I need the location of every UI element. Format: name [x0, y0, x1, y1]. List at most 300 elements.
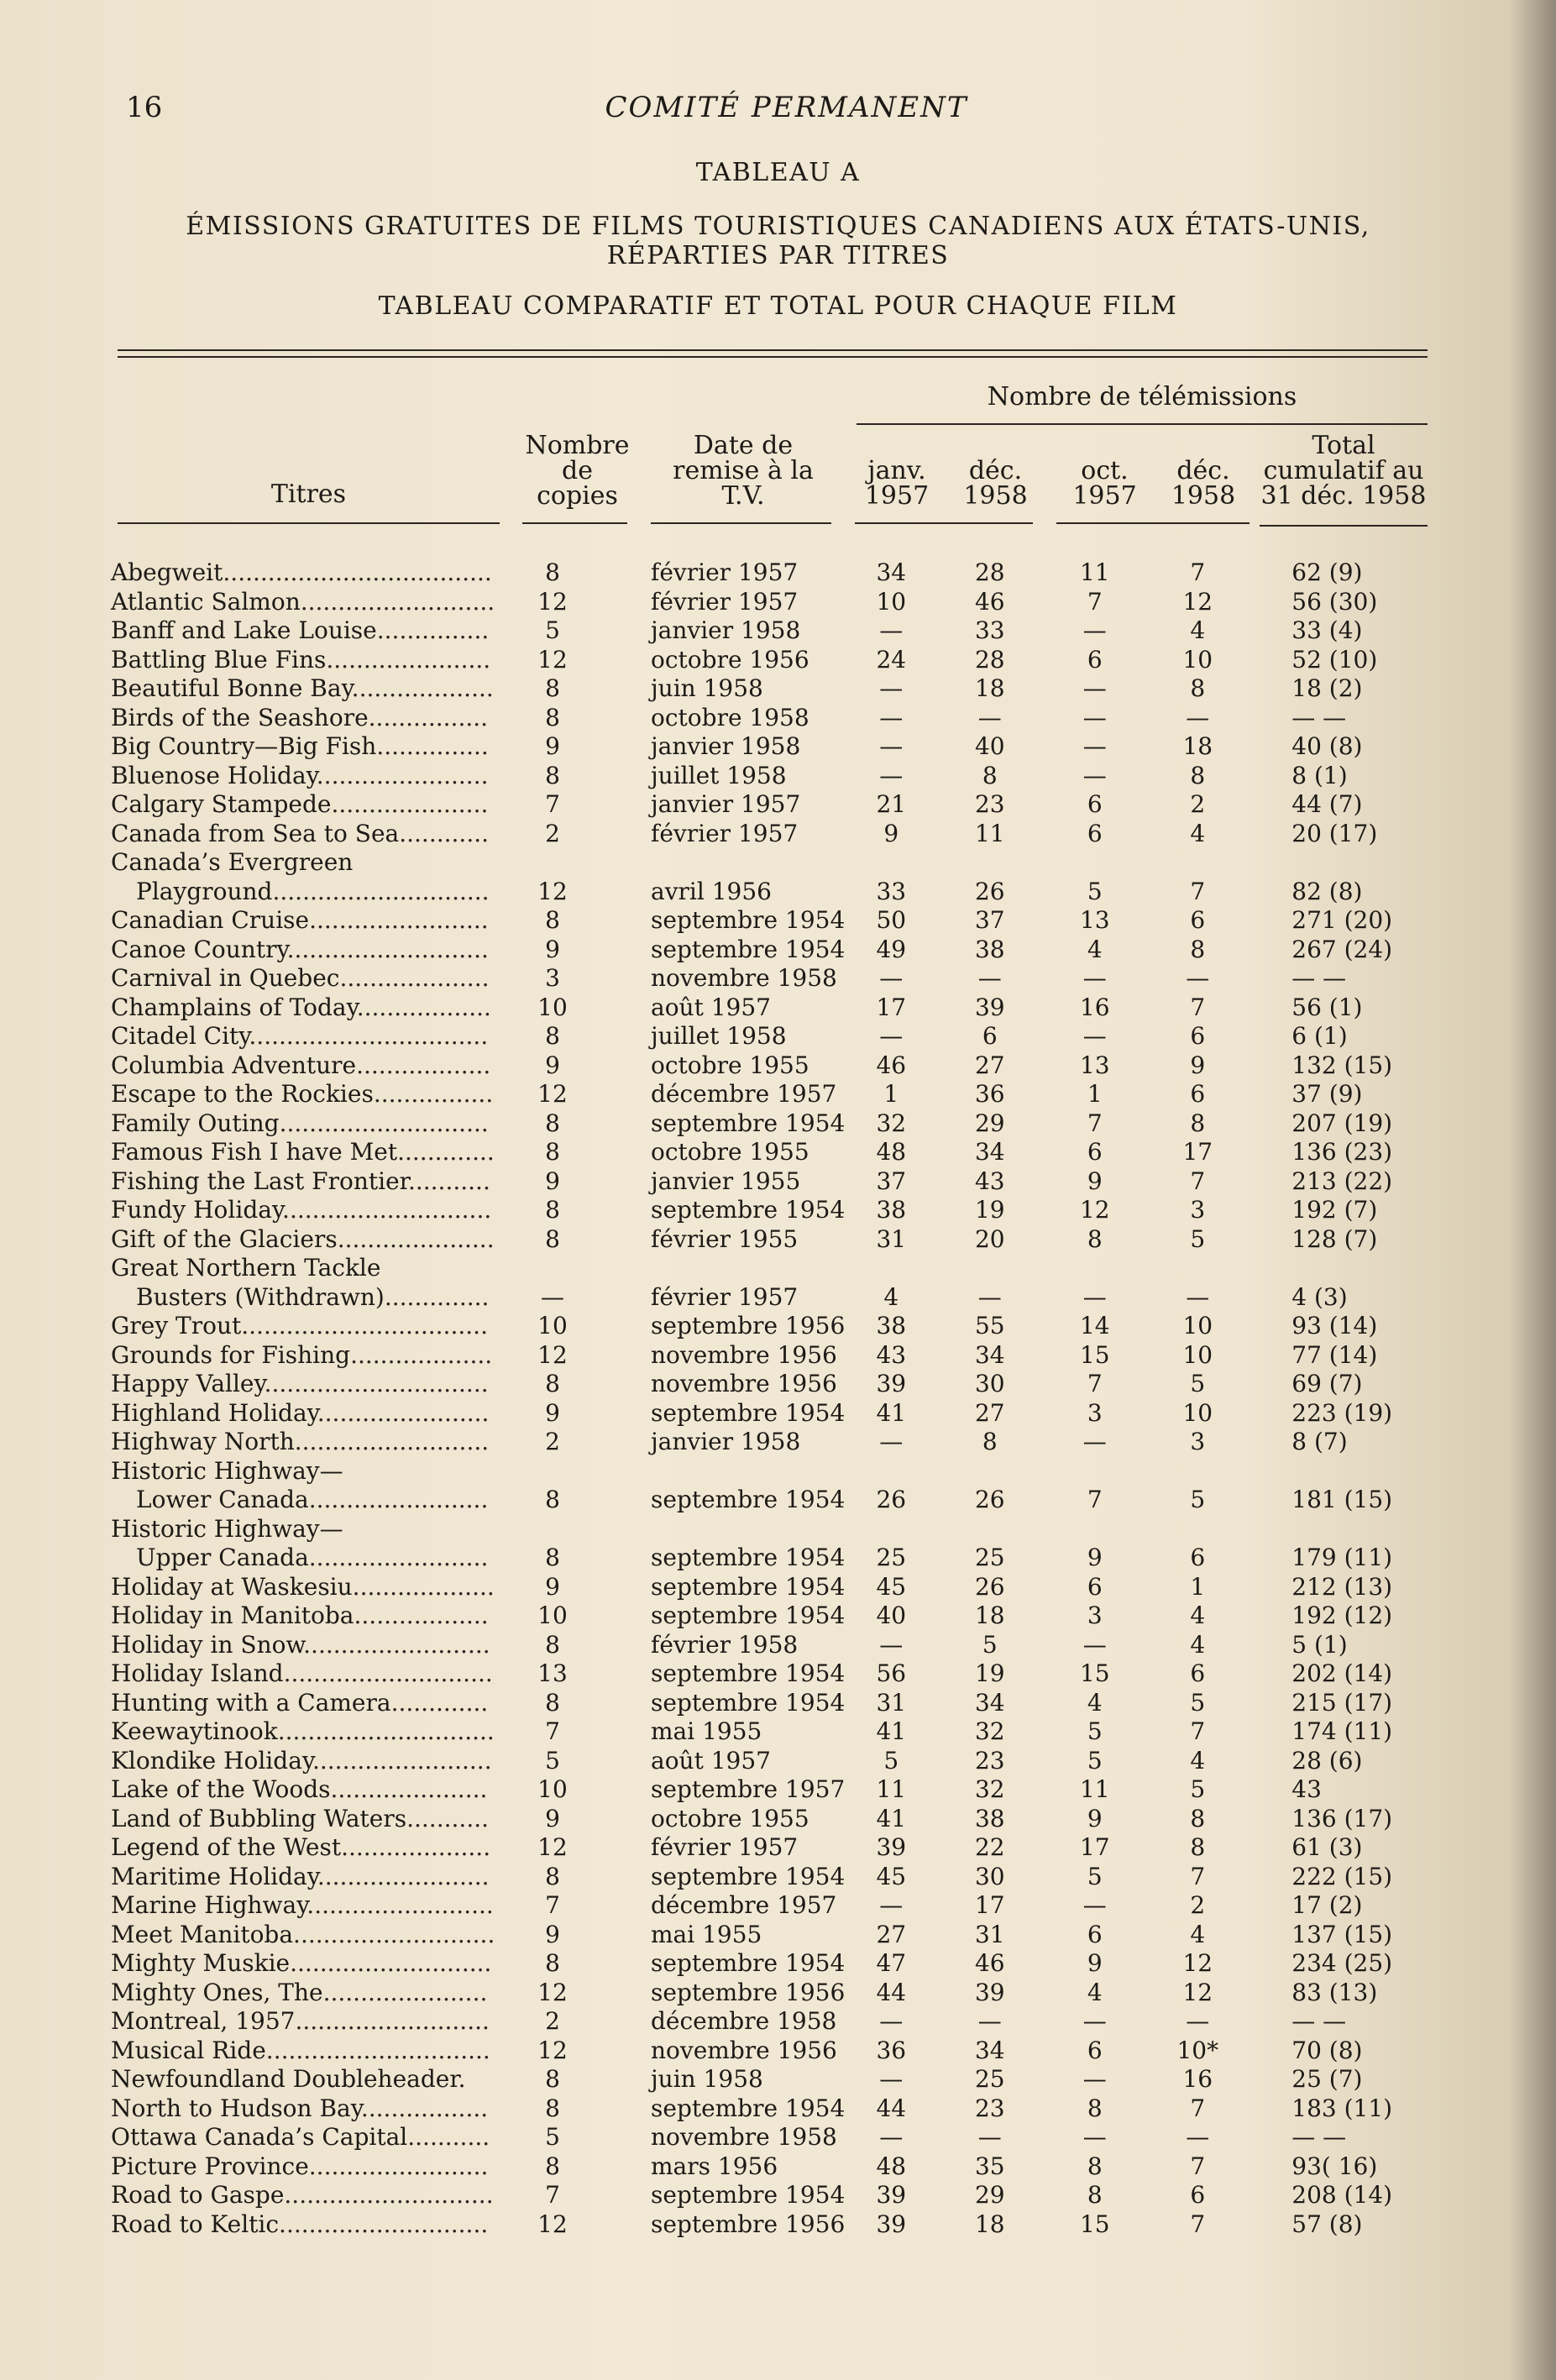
col-oct57-1: oct.: [1081, 456, 1129, 485]
table-row: [0, 2181, 1399, 2210]
oct57-cell: 7: [1087, 1109, 1103, 1137]
dec58-cell: 39: [974, 1978, 1005, 2006]
jan57-cell: 39: [876, 1833, 907, 1861]
oct57-cell: 6: [1087, 2036, 1103, 2064]
date-cell: octobre 1955: [651, 1804, 809, 1832]
dec58-cell: 38: [974, 935, 1005, 963]
oct57-cell: 9: [1087, 1949, 1103, 1977]
total-cell: 82 (8): [1291, 877, 1363, 905]
table-row: [0, 1399, 1399, 1429]
film-title: Klondike Holiday: [111, 1746, 312, 1775]
title-cell: [0, 616, 498, 646]
copies-cell: [498, 1457, 607, 1486]
jan57-cell: 32: [876, 1109, 907, 1137]
total-cell: 8 (1): [1291, 761, 1348, 789]
date-cell: juin 1958: [651, 674, 763, 702]
date-cell: janvier 1958: [651, 732, 801, 760]
date-cell: septembre 1954: [651, 1398, 846, 1427]
title-cell: [0, 993, 498, 1023]
col-dec58b-2: 1958: [1171, 481, 1236, 511]
copies-cell: 10: [537, 1775, 568, 1803]
table-row: [0, 1341, 1399, 1371]
title-cell: [0, 790, 498, 820]
table-row: [0, 1747, 1399, 1776]
date-cell: janvier 1955: [651, 1166, 801, 1195]
oct57-cell: 6: [1087, 645, 1103, 674]
title-cell: [0, 1399, 498, 1429]
total-cell: [1248, 1515, 1399, 1544]
total-cell: 137 (15): [1291, 1920, 1393, 1948]
dec58b-cell: 8: [1190, 674, 1206, 702]
col-total-2: cumulatif au: [1263, 456, 1424, 485]
dec58b-cell: 4: [1190, 1602, 1206, 1629]
oct57-cell: 6: [1087, 790, 1103, 818]
table-row: [0, 1631, 1399, 1660]
total-cell: 37 (9): [1291, 1080, 1363, 1108]
jan57-cell: 40: [876, 1602, 907, 1629]
dec58b-cell: 4: [1190, 819, 1206, 847]
date-cell: septembre 1954: [651, 1688, 846, 1717]
dec58b-cell: —: [1186, 2007, 1210, 2035]
copies-cell: 12: [537, 1080, 568, 1108]
date-cell: septembre 1954: [651, 2094, 846, 2122]
total-cell: 52 (10): [1291, 645, 1378, 674]
leader-dots: ........................: [312, 1746, 492, 1775]
dec58b-cell: 7: [1190, 2152, 1206, 2180]
date-cell: [607, 1515, 845, 1544]
top-double-rule: [118, 349, 1428, 358]
col-date-2: remise à la: [673, 456, 814, 485]
jan57-cell: 43: [876, 1340, 907, 1369]
dec58-cell: —: [977, 964, 1002, 992]
dec58b-cell: —: [1186, 1282, 1210, 1311]
col-copies-3: copies: [537, 481, 618, 511]
oct57-cell: 6: [1087, 819, 1103, 847]
film-title: Historic Highway—: [111, 1514, 343, 1543]
dec58-cell: 34: [974, 1340, 1005, 1369]
dec58b-cell: 4: [1190, 1920, 1206, 1948]
dec58-cell: 17: [974, 1891, 1005, 1919]
film-title: Busters (Withdrawn): [136, 1282, 385, 1311]
title-cell: [0, 820, 498, 849]
jan57-cell: 48: [876, 2152, 907, 2180]
leader-dots: ......................: [326, 645, 491, 674]
leader-dots: .................................: [241, 1312, 488, 1339]
dec58b-cell: 10: [1182, 1398, 1213, 1427]
dec58b-cell: [1147, 1457, 1248, 1486]
film-title: Mighty Ones, The: [111, 1978, 323, 2006]
copies-cell: 8: [545, 703, 560, 731]
leader-dots: ..................: [354, 1602, 489, 1629]
copies-cell: 10: [537, 1602, 568, 1629]
jan57-cell: —: [879, 2065, 904, 2093]
table-row: [0, 1138, 1399, 1167]
copies-cell: [498, 1515, 607, 1544]
jan57-cell: 41: [876, 1717, 907, 1745]
dec58-cell: 26: [974, 1486, 1005, 1513]
leader-dots: ...................: [350, 1340, 493, 1369]
col-copies-2: de: [562, 456, 593, 485]
dec58-cell: 23: [974, 790, 1005, 818]
title-cell: [0, 1805, 498, 1834]
date-cell: septembre 1954: [651, 1862, 846, 1890]
film-title: Family Outing: [111, 1109, 280, 1137]
copies-cell: 10: [537, 993, 568, 1021]
title-cell: [0, 1428, 498, 1457]
film-title: Holiday Island: [111, 1659, 284, 1687]
oct57-cell: 8: [1087, 1224, 1103, 1253]
leader-dots: ...................: [352, 1572, 495, 1601]
dec58-cell: 20: [974, 1224, 1005, 1253]
copies-cell: 13: [537, 1659, 568, 1687]
title-cell: [0, 2210, 498, 2240]
title-cell: [0, 1775, 498, 1805]
dec58b-cell: 5: [1190, 1486, 1206, 1513]
film-title: Abegweit: [111, 558, 223, 586]
dec58-cell: 31: [974, 1920, 1005, 1948]
copies-cell: 10: [537, 1312, 568, 1339]
dec58b-cell: —: [1186, 964, 1210, 992]
leader-dots: ............................: [283, 1659, 493, 1687]
jan57-cell: 44: [876, 1978, 907, 2006]
film-title: Canada’s Evergreen: [111, 848, 354, 876]
copies-cell: 2: [545, 2007, 560, 2035]
dec58-cell: —: [977, 703, 1002, 731]
oct57-cell: 9: [1087, 1804, 1103, 1832]
leader-dots: .................: [360, 2094, 489, 2122]
dec58-cell: 27: [974, 1051, 1005, 1079]
title-cell: [0, 1254, 498, 1283]
total-cell: 271 (20): [1291, 906, 1393, 934]
total-cell: 4 (3): [1291, 1282, 1348, 1311]
leader-dots: .........................: [303, 1630, 490, 1659]
table-row: [0, 1196, 1399, 1225]
date-cell: septembre 1954: [651, 2181, 846, 2209]
copies-cell: 9: [545, 1051, 560, 1079]
title-cell: [0, 2037, 498, 2066]
dec58b-cell: 4: [1190, 1630, 1206, 1659]
oct57-cell: [1042, 1254, 1147, 1283]
date-cell: novembre 1956: [651, 2036, 837, 2064]
date-cell: janvier 1957: [651, 790, 801, 818]
table-row: [0, 1949, 1399, 1979]
date-cell: [607, 1254, 845, 1283]
leader-dots: ........................: [308, 1486, 489, 1513]
dec58b-cell: 1: [1190, 1572, 1206, 1601]
title-cell: [0, 1138, 498, 1167]
leader-dots: ....................: [339, 964, 490, 992]
jan57-cell: 39: [876, 2210, 907, 2238]
table-row: [0, 820, 1399, 849]
date-cell: janvier 1958: [651, 1428, 801, 1455]
jan57-cell: 47: [876, 1949, 907, 1977]
table-row: [0, 1573, 1399, 1602]
table-row: [0, 1515, 1399, 1544]
table-row: [0, 2123, 1399, 2152]
caption-line-1: ÉMISSIONS GRATUITES DE FILMS TOURISTIQUES CANADIENS AUX ÉTATS-UNIS,: [186, 212, 1370, 241]
jan57-cell: 21: [876, 790, 907, 818]
jan57-cell: 27: [876, 1920, 907, 1948]
col-date-1: Date de: [693, 431, 794, 460]
dec58-cell: 18: [974, 674, 1005, 702]
copies-cell: 8: [545, 558, 560, 586]
dec58-cell: 6: [982, 1022, 998, 1050]
dec58-cell: 23: [974, 1746, 1005, 1775]
table-row: [0, 1921, 1399, 1950]
oct57-cell: 7: [1087, 1370, 1103, 1397]
total-cell: 208 (14): [1291, 2181, 1393, 2209]
film-title: Calgary Stampede: [111, 790, 332, 818]
oct57-cell: [1042, 1457, 1147, 1486]
title-cell: [0, 1747, 498, 1776]
total-cell: 128 (7): [1291, 1224, 1378, 1253]
jan57-cell: [845, 1457, 937, 1486]
date-cell: septembre 1956: [651, 1312, 846, 1339]
dec58-cell: 40: [974, 732, 1005, 760]
col-date-3: T.V.: [721, 481, 765, 511]
jan57-cell: —: [879, 674, 904, 702]
table-row: [0, 1717, 1399, 1747]
film-title: Carnival in Quebec: [111, 964, 340, 992]
col-dec58-1: déc.: [968, 456, 1023, 485]
oct57-cell: —: [1082, 703, 1107, 731]
jan57-cell: —: [879, 1022, 904, 1050]
total-cell: [1248, 1457, 1399, 1486]
title-cell: [0, 2094, 498, 2124]
dec58-cell: 36: [974, 1080, 1005, 1108]
leader-dots: ..................: [356, 993, 491, 1021]
dec58-cell: 11: [974, 819, 1005, 847]
jan57-cell: —: [879, 1891, 904, 1919]
oct57-cell: 7: [1087, 1486, 1103, 1513]
dec58-cell: [937, 1515, 1042, 1544]
copies-cell: [498, 1254, 607, 1283]
total-cell: 5 (1): [1291, 1630, 1348, 1659]
copies-cell: 9: [545, 1166, 560, 1195]
leader-dots: ...........: [407, 2123, 490, 2151]
oct57-cell: —: [1082, 761, 1107, 789]
title-cell: [0, 1921, 498, 1950]
dec58-cell: 29: [974, 2181, 1005, 2209]
dec58-cell: 30: [974, 1862, 1005, 1890]
leader-dots: ...................: [351, 674, 494, 702]
copies-cell: 8: [545, 1544, 560, 1571]
oct57-cell: 11: [1079, 558, 1110, 586]
date-cell: [607, 1457, 845, 1486]
oct57-cell: 3: [1087, 1602, 1103, 1629]
col-dec58b-1: déc.: [1176, 456, 1230, 485]
total-cell: 136 (23): [1291, 1138, 1393, 1166]
oct57-cell: 16: [1079, 993, 1110, 1021]
title-cell: [0, 878, 498, 907]
table-row: [0, 2037, 1399, 2066]
jan57-cell: 39: [876, 1370, 907, 1397]
dec58b-cell: 3: [1190, 1428, 1206, 1455]
oct57-cell: —: [1082, 1282, 1107, 1311]
jan57-cell: 10: [876, 587, 907, 616]
table-row: [0, 1109, 1399, 1139]
dec58-cell: 18: [974, 2210, 1005, 2238]
copies-cell: 8: [545, 2094, 560, 2122]
leader-dots: ..........................: [294, 1428, 490, 1455]
date-cell: septembre 1954: [651, 1109, 846, 1137]
copies-cell: 12: [537, 2210, 568, 2238]
oct57-cell: 12: [1079, 1196, 1110, 1224]
title-cell: [0, 1689, 498, 1718]
oct57-cell: 5: [1087, 1717, 1103, 1745]
film-title: Atlantic Salmon: [111, 587, 301, 616]
copies-cell: 12: [537, 2036, 568, 2064]
dec58b-cell: 7: [1190, 558, 1206, 586]
film-title: Battling Blue Fins: [111, 645, 327, 674]
oct57-cell: —: [1082, 732, 1107, 760]
title-cell: [0, 848, 498, 878]
dec58b-cell: 6: [1190, 1022, 1206, 1050]
film-title: Birds of the Seashore: [111, 703, 369, 731]
total-cell: 213 (22): [1291, 1166, 1393, 1195]
title-cell: [0, 1196, 498, 1225]
dec58b-cell: 16: [1182, 2065, 1213, 2093]
title-cell: [0, 1717, 498, 1747]
total-cell: — —: [1291, 703, 1347, 731]
dec58b-cell: 2: [1190, 1891, 1206, 1919]
jan57-cell: 41: [876, 1804, 907, 1832]
total-cell: 70 (8): [1291, 2036, 1363, 2064]
dec58-cell: 30: [974, 1370, 1005, 1397]
leader-dots: ..............................: [264, 1370, 489, 1397]
leader-dots: ...........................: [290, 1949, 492, 1977]
dec58-cell: —: [977, 2123, 1002, 2151]
copies-cell: 8: [545, 761, 560, 789]
oct57-cell: [1042, 848, 1147, 878]
title-cell: [0, 1949, 498, 1979]
leader-dots: .....................: [337, 1224, 495, 1253]
film-title: Highway North: [111, 1428, 295, 1455]
table-row: [0, 1863, 1399, 1892]
leader-dots: ............................: [284, 2181, 494, 2209]
jan57-cell: 25: [876, 1544, 907, 1571]
oct57-cell: —: [1082, 1428, 1107, 1455]
film-title: Legend of the West: [111, 1833, 342, 1861]
table-row: [0, 1022, 1399, 1051]
oct57-cell: —: [1082, 2123, 1107, 2151]
total-cell: — —: [1291, 2123, 1347, 2151]
total-cell: 174 (11): [1291, 1717, 1393, 1745]
dec58b-cell: 10: [1182, 1340, 1213, 1369]
dec58-cell: 37: [974, 906, 1005, 934]
jan57-cell: [845, 848, 937, 878]
jan57-cell: 31: [876, 1688, 907, 1717]
table-row: [0, 1805, 1399, 1834]
title-cell: [0, 1370, 498, 1399]
col-oct57-2: 1957: [1072, 481, 1137, 511]
dec58-cell: 46: [974, 587, 1005, 616]
copies-cell: 8: [545, 1224, 560, 1253]
col-dec58-2: 1958: [963, 481, 1028, 511]
total-cell: 83 (13): [1291, 1978, 1378, 2006]
date-cell: mai 1955: [651, 1717, 762, 1745]
oct57-cell: 1: [1087, 1080, 1103, 1108]
oct57-cell: —: [1082, 1891, 1107, 1919]
total-cell: 234 (25): [1291, 1949, 1393, 1977]
film-title: Grounds for Fishing: [111, 1340, 351, 1369]
date-cell: novembre 1956: [651, 1340, 837, 1369]
oct57-cell: 9: [1087, 1544, 1103, 1571]
date-cell: juillet 1958: [651, 761, 787, 789]
title-cell: [0, 674, 498, 704]
dec58b-cell: 7: [1190, 1166, 1206, 1195]
table-row: [0, 1659, 1399, 1689]
oct57-cell: —: [1082, 1630, 1107, 1659]
jan57-cell: 48: [876, 1138, 907, 1166]
date-cell: août 1957: [651, 1746, 771, 1775]
dec58-cell: 43: [974, 1166, 1005, 1195]
oct57-cell: 15: [1079, 1659, 1110, 1687]
dec58-cell: 39: [974, 993, 1005, 1021]
leader-dots: ...........................: [293, 1920, 495, 1948]
total-cell: 28 (6): [1291, 1746, 1363, 1775]
dec58b-cell: 10: [1182, 1312, 1213, 1339]
date-cell: février 1957: [651, 1833, 799, 1861]
jan57-cell: 38: [876, 1196, 907, 1224]
film-title: Maritime Holiday: [111, 1862, 317, 1890]
dec58-cell: 23: [974, 2094, 1005, 2122]
leader-dots: ..............: [384, 1282, 490, 1311]
date-cell: février 1955: [651, 1224, 799, 1253]
table-row: [0, 1225, 1399, 1255]
table-row: [0, 2065, 1399, 2094]
copies-cell: 8: [545, 2065, 560, 2093]
copies-cell: 12: [537, 877, 568, 905]
dec58b-cell: 8: [1190, 1109, 1206, 1137]
title-cell: [0, 704, 498, 733]
dec58b-cell: 7: [1190, 2094, 1206, 2122]
leader-dots: ........................: [309, 906, 489, 934]
table-row: [0, 848, 1399, 878]
dec58b-cell: 7: [1190, 877, 1206, 905]
table-row: [0, 1457, 1399, 1486]
leader-dots: .....................: [330, 1775, 488, 1803]
table-subtitle: TABLEAU COMPARATIF ET TOTAL POUR CHAQUE FILM: [378, 291, 1178, 321]
jan57-cell: 31: [876, 1224, 907, 1253]
jan57-cell: —: [879, 2123, 904, 2151]
title-cell: [0, 732, 498, 762]
film-title: Lower Canada: [136, 1486, 309, 1513]
dec58-cell: 28: [974, 645, 1005, 674]
col-jan57-1: janv.: [867, 456, 926, 485]
table-row: [0, 906, 1399, 936]
dec58-cell: —: [977, 2007, 1002, 2035]
table-row: [0, 1602, 1399, 1631]
dec58-cell: 25: [974, 1544, 1005, 1571]
film-title: Land of Bubbling Waters: [111, 1804, 407, 1832]
table-row: [0, 2094, 1399, 2124]
jan57-cell: [845, 1515, 937, 1544]
oct57-cell: 7: [1087, 587, 1103, 616]
leader-dots: ............................: [279, 1109, 489, 1137]
dec58b-cell: 5: [1190, 1688, 1206, 1717]
title-cell: [0, 558, 498, 588]
copies-cell: 7: [545, 1891, 560, 1919]
dec58b-cell: [1147, 848, 1248, 878]
col-jan57-2: 1957: [864, 481, 930, 511]
jan57-cell: 11: [876, 1775, 907, 1803]
date-cell: septembre 1957: [651, 1775, 846, 1803]
copies-cell: —: [541, 1282, 564, 1311]
jan57-cell: —: [879, 964, 904, 992]
table-row: [0, 1167, 1399, 1197]
dec58b-cell: 17: [1182, 1138, 1213, 1166]
